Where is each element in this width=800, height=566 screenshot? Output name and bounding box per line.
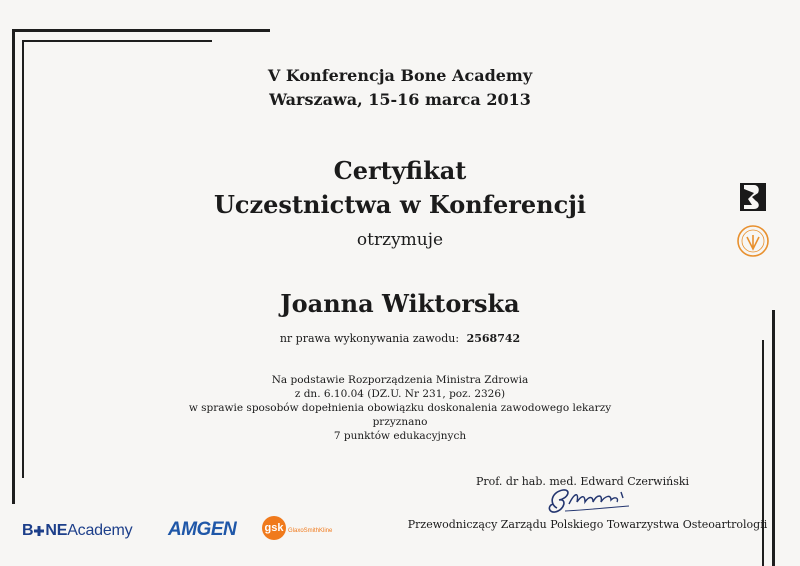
license-number: 2568742 <box>466 332 521 345</box>
license-row <box>0 332 800 346</box>
frame-top-left-horizontal <box>12 29 270 32</box>
gsk-logo-mark: gsk <box>262 516 286 540</box>
conference-title: V Konferencja Bone Academy <box>267 66 533 85</box>
basis-line-2: z dn. 6.10.04 (DZ.U. Nr 231, poz. 2326) <box>294 388 506 400</box>
knee-joint-icon <box>740 183 766 211</box>
gsk-logo-text: GlaxoSmithKline <box>288 528 333 534</box>
bone-academy-cross-icon <box>34 526 44 536</box>
bone-academy-logo-b: B <box>22 522 34 539</box>
certificate-title: Certyfikat <box>333 156 467 185</box>
amgen-logo: AMGEN <box>168 519 237 540</box>
bone-academy-logo-rest: Academy <box>67 522 133 539</box>
certificate-subtitle: Uczestnictwa w Konferencji <box>213 190 587 219</box>
basis-line-3: w sprawie sposobów dopełnienia obowiązku doskonalenia zawodowego lekarzy <box>188 402 612 414</box>
signature-icon <box>545 484 635 518</box>
society-seal-icon <box>737 225 769 257</box>
frame-top-left-inner-horizontal <box>22 40 212 42</box>
basis-line-4: przyznano <box>372 416 428 428</box>
conference-place-date: Warszawa, 15-16 marca 2013 <box>269 90 531 109</box>
certificate-receives: otrzymuje <box>356 230 444 250</box>
bone-academy-logo <box>22 522 132 540</box>
basis-line-1: Na podstawie Rozporządzenia Ministra Zdrowia <box>271 374 529 386</box>
signer-name: Prof. dr hab. med. Edward Czerwiński <box>475 475 690 488</box>
bone-academy-logo-ne: NE <box>45 522 68 539</box>
recipient-name: Joanna Wiktorska <box>280 289 520 318</box>
basis-line-5: 7 punktów edukacyjnych <box>333 430 467 442</box>
license-label: nr prawa wykonywania zawodu: <box>279 332 460 345</box>
signer-role: Przewodniczący Zarządu Polskiego Towarzystwa Osteoartrologii <box>407 518 768 531</box>
